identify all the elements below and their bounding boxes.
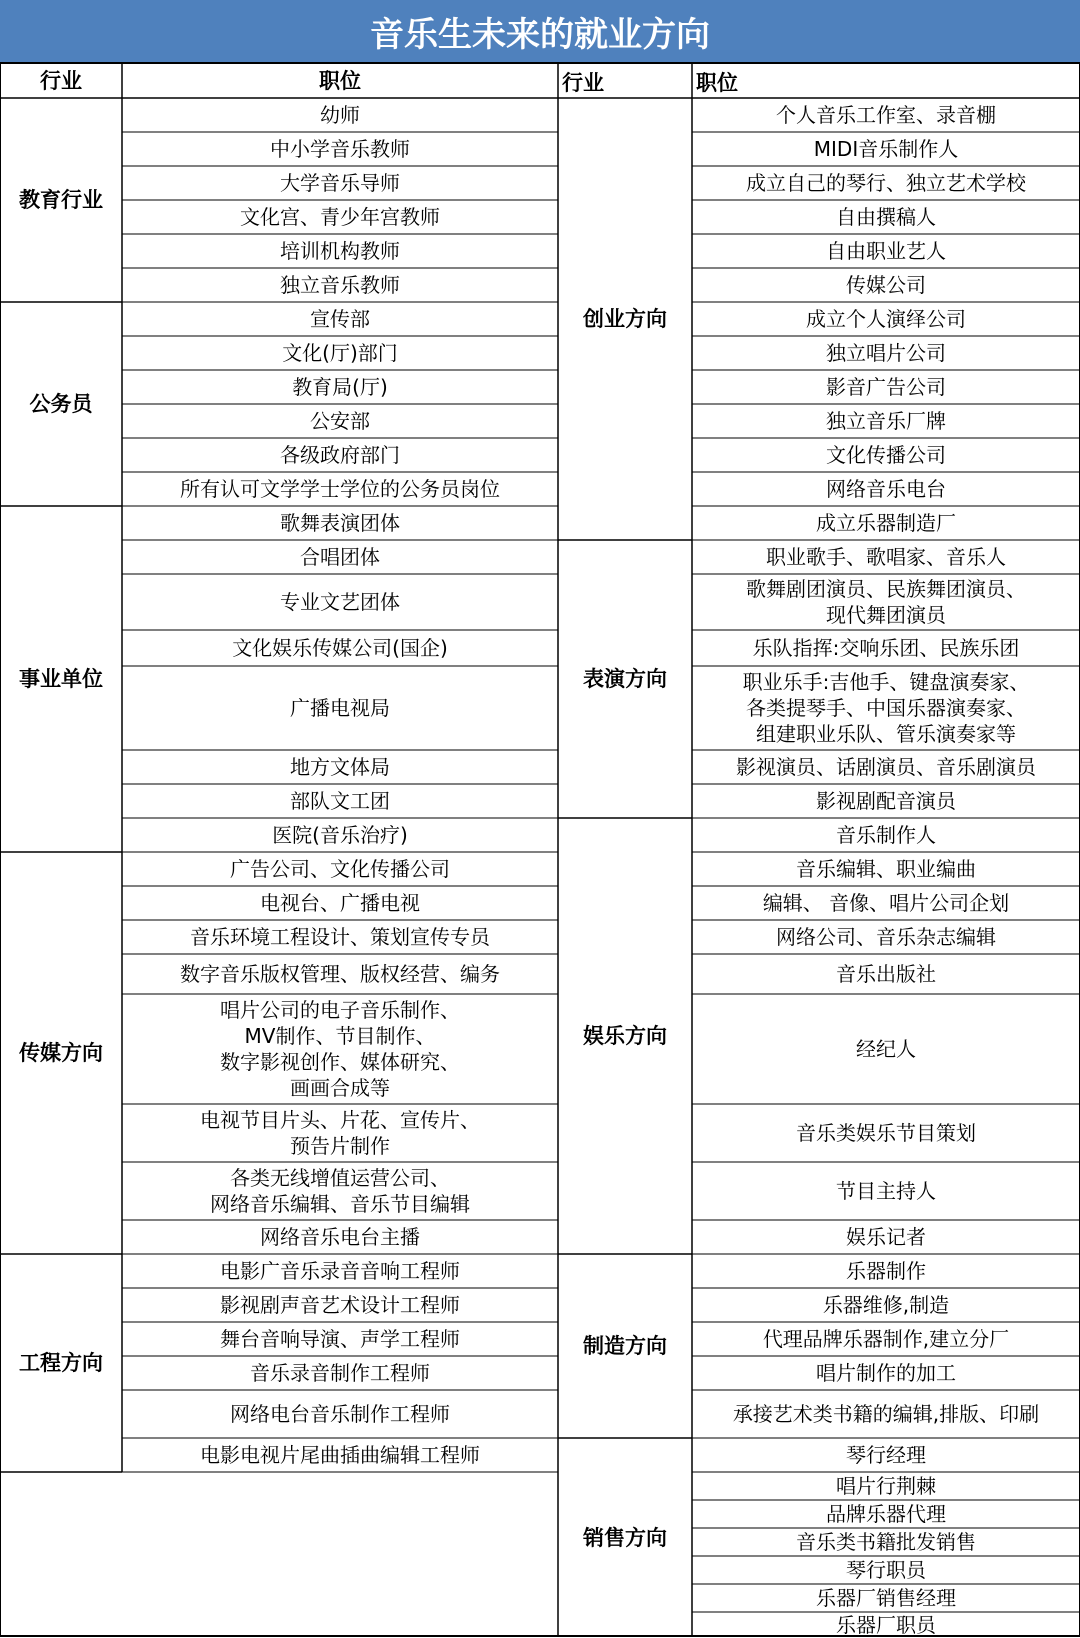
left-category: 公务员 [29, 392, 93, 416]
right-position-cell: 琴行经理 [846, 1443, 926, 1467]
left-category: 传媒方向 [19, 1041, 103, 1065]
right-position-cell: 乐器维修,制造 [822, 1293, 950, 1317]
left-position-cell: 教育局(厅) [292, 375, 388, 399]
page-title: 音乐生未来的就业方向 [0, 0, 1080, 64]
left-category: 教育行业 [19, 188, 103, 212]
right-position-cell: 影视剧配音演员 [816, 789, 956, 813]
header-right-position: 职位 [696, 71, 738, 95]
left-position-cell: 各级政府部门 [280, 443, 400, 467]
left-position-cell: 广播电视局 [290, 696, 390, 720]
right-position-cell: 乐队指挥:交响乐团、民族乐团 [752, 636, 1020, 660]
left-position-cell: 文化宫、青少年宫教师 [240, 205, 440, 229]
right-position-cell: 编辑、 音像、唱片公司企划 [762, 891, 1010, 915]
left-category: 事业单位 [19, 667, 103, 691]
right-position-cell: 职业歌手、歌唱家、音乐人 [766, 545, 1006, 569]
header-left-industry: 行业 [40, 69, 82, 93]
right-position-cell: 乐器制作 [846, 1259, 926, 1283]
right-position-cell: 自由职业艺人 [826, 239, 946, 263]
left-position-cell: 独立音乐教师 [280, 273, 400, 297]
right-position-cell: 网络公司、音乐杂志编辑 [776, 925, 996, 949]
right-position-cell: 代理品牌乐器制作,建立分厂 [762, 1327, 1010, 1351]
left-position-cell: 电影电视片尾曲插曲编辑工程师 [200, 1443, 480, 1467]
header-left-position: 职位 [319, 69, 361, 93]
right-position-cell: 音乐制作人 [836, 823, 936, 847]
left-position-cell: 宣传部 [310, 307, 370, 331]
right-position-cell: 影视演员、话剧演员、音乐剧演员 [736, 755, 1036, 779]
right-category: 销售方向 [583, 1525, 667, 1550]
left-position-cell: 网络音乐电台主播 [260, 1225, 420, 1249]
right-position-cell: 音乐类书籍批发销售 [796, 1530, 976, 1554]
left-position-cell: 中小学音乐教师 [270, 137, 410, 161]
left-position-cell: 广告公司、文化传播公司 [230, 857, 450, 881]
header-right-industry: 行业 [562, 71, 604, 95]
right-position-cell: 自由撰稿人 [836, 205, 936, 229]
right-position-cell: 唱片行荆棘 [836, 1474, 936, 1498]
right-position-cell: 承接艺术类书籍的编辑,排版、印刷 [732, 1402, 1040, 1426]
left-position-cell: 文化(厅)部门 [282, 341, 398, 365]
left-position-cell: 歌舞表演团体 [280, 511, 400, 535]
right-position-cell: 音乐出版社 [836, 962, 936, 986]
right-position-cell: 琴行职员 [846, 1558, 926, 1582]
left-position-cell: 专业文艺团体 [280, 590, 400, 614]
left-position-cell: 唱片公司的电子音乐制作、 MV制作、节目制作、 数字影视创作、媒体研究、 画画合成等 [220, 998, 460, 1100]
left-position-cell: 部队文工团 [290, 789, 390, 813]
right-position-cell: 唱片制作的加工 [816, 1361, 956, 1385]
right-category: 制造方向 [583, 1334, 667, 1358]
left-position-cell: 合唱团体 [300, 545, 380, 569]
right-position-cell: 个人音乐工作室、录音棚 [776, 103, 996, 127]
left-position-cell: 各类无线增值运营公司、 网络音乐编辑、音乐节目编辑 [210, 1166, 470, 1216]
left-position-cell: 大学音乐导师 [280, 171, 400, 195]
right-position-cell: 音乐类娱乐节目策划 [796, 1121, 976, 1145]
right-position-cell: 成立个人演绎公司 [806, 307, 966, 331]
right-position-cell: 乐器厂销售经理 [816, 1586, 956, 1610]
right-position-cell: 娱乐记者 [846, 1225, 926, 1249]
left-position-cell: 文化娱乐传媒公司(国企) [232, 636, 448, 660]
left-position-cell: 电影广音乐录音音响工程师 [220, 1259, 460, 1283]
right-position-cell: 网络音乐电台 [826, 477, 946, 501]
right-position-cell: 节目主持人 [836, 1179, 936, 1203]
left-position-cell: 音乐录音制作工程师 [250, 1361, 430, 1385]
right-position-cell: MIDI音乐制作人 [813, 137, 959, 161]
right-position-cell: 成立乐器制造厂 [816, 511, 956, 535]
left-position-cell: 数字音乐版权管理、版权经营、编务 [180, 962, 500, 986]
left-position-cell: 电视节目片头、片花、宣传片、 预告片制作 [200, 1108, 480, 1158]
right-position-cell: 独立唱片公司 [826, 341, 946, 365]
right-category: 表演方向 [583, 667, 667, 691]
right-position-cell: 职业乐手:吉他手、键盘演奏家、 各类提琴手、中国乐器演奏家、 组建职业乐队、管乐演奏家等 [742, 670, 1030, 746]
left-category: 工程方向 [19, 1351, 103, 1375]
right-position-cell: 成立自己的琴行、独立艺术学校 [746, 171, 1026, 195]
left-position-cell: 幼师 [320, 103, 360, 127]
right-position-cell: 传媒公司 [846, 273, 926, 297]
left-position-cell: 所有认可文学学士学位的公务员岗位 [180, 477, 500, 501]
left-position-cell: 电视台、广播电视 [260, 891, 420, 915]
right-position-cell: 音乐编辑、职业编曲 [796, 857, 976, 881]
left-position-cell: 舞台音响导演、声学工程师 [220, 1327, 460, 1351]
right-position-cell: 经纪人 [856, 1037, 916, 1061]
right-position-cell: 文化传播公司 [826, 443, 946, 467]
right-category: 创业方向 [583, 307, 667, 331]
left-position-cell: 培训机构教师 [280, 239, 400, 263]
left-position-cell: 网络电台音乐制作工程师 [230, 1402, 450, 1426]
left-position-cell: 公安部 [310, 409, 370, 433]
right-position-cell: 歌舞剧团演员、民族舞团演员、 现代舞团演员 [746, 577, 1026, 627]
right-position-cell: 独立音乐厂牌 [826, 409, 946, 433]
right-position-cell: 品牌乐器代理 [826, 1502, 946, 1526]
left-position-cell: 影视剧声音艺术设计工程师 [220, 1293, 460, 1317]
right-position-cell: 影音广告公司 [826, 375, 946, 399]
left-position-cell: 医院(音乐治疗) [272, 823, 408, 847]
left-position-cell: 地方文体局 [290, 755, 390, 779]
right-category: 娱乐方向 [583, 1024, 667, 1048]
left-position-cell: 音乐环境工程设计、策划宣传专员 [190, 925, 490, 949]
right-position-cell: 乐器厂职员 [836, 1612, 936, 1637]
